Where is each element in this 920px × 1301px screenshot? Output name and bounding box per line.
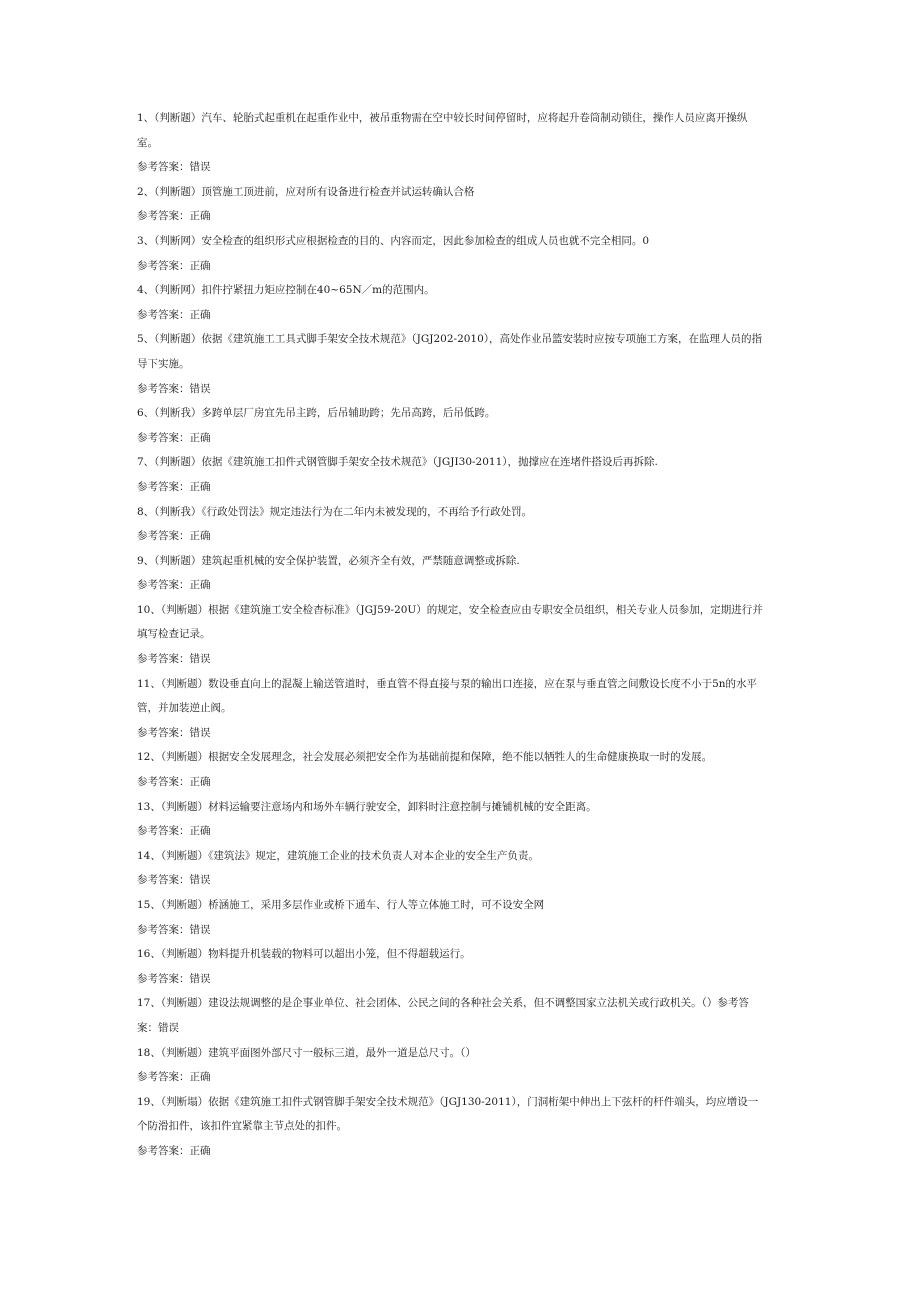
- question-text-line: 个防滑扣件，该扣件宜紧靠主节点处的扣件。: [137, 1120, 347, 1133]
- question-text-line: 7、（判断题）依据《建筑施工扣件式钢管脚手架安全技术规范》（JGJI30-2011），抛撑应在连堵件搭设后再拆除.: [137, 456, 658, 469]
- question-text-line: 3、（判断网）安全检查的组织形式应根据检查的目的、内容而定，因此参加检查的组成人员也就不完全相同。0: [137, 234, 650, 247]
- answer-line: 参考答案：错误: [137, 382, 211, 395]
- question-item: [137, 229, 787, 278]
- question-item: [137, 1041, 787, 1090]
- answer-line: 参考答案：正确: [137, 825, 211, 838]
- answer-line: 参考答案：正确: [137, 1144, 211, 1157]
- question-text-line: 11、（判断题）数设垂直向上的混凝上输送管道时，垂直管不得直接与泵的输出口连接，应在泵与垂直管之间敷设长度不小于5n的水平: [137, 677, 758, 690]
- question-text-line: 13、（判断题）材料运输要注意场内和场外车辆行驶安全，卸料时注意控制与摊铺机械的安全距离。: [137, 800, 597, 813]
- answer-line: 参考答案：正确: [137, 210, 211, 223]
- question-text-line: 9、（判断题）建筑起重机械的安全保护装置，必须齐全有效，严禁随意调整或拆除.: [137, 554, 520, 567]
- question-text-line: 管，并加装逆止阀。: [137, 702, 232, 715]
- answer-line: 参考答案：正确: [137, 1071, 211, 1084]
- document-body: [137, 106, 787, 1164]
- question-item: [137, 893, 787, 942]
- answer-line: 参考答案：正确: [137, 480, 211, 493]
- question-text-line: 19、（判断塌）依据《建筑施工扣件式钢管脚手架安全技术规范》（JGJ130-2011），门洞桁架中伸出上下弦杆的杆件端头，均应增设一: [137, 1095, 759, 1108]
- question-item: [137, 106, 787, 180]
- question-text-line: 6、（判断我）多跨单层厂房宜先吊主跨，后吊辅助跨；先吊高跨，后吊低跨。: [137, 407, 496, 420]
- question-item: [137, 401, 787, 450]
- question-text-line: 2、（判断题）顶管施工顶进前，应对所有设备进行检查并试运转确认合格: [137, 185, 475, 198]
- answer-line: 参考答案：正确: [137, 259, 211, 272]
- question-item: [137, 549, 787, 598]
- answer-line: 参考答案：正确: [137, 776, 211, 789]
- question-item: [137, 745, 787, 794]
- answer-line: 参考答案：正确: [137, 308, 211, 321]
- question-item: [137, 942, 787, 991]
- question-item: [137, 450, 787, 499]
- question-item: [137, 278, 787, 327]
- answer-line: 参考答案：正确: [137, 530, 211, 543]
- question-text-line: 室。: [137, 136, 158, 149]
- question-text-line: 16、（判断题）物料提升机装载的物料可以超出小笼，但不得超载运行。: [137, 948, 471, 961]
- question-text-line: 案：错误: [137, 1021, 179, 1034]
- answer-line: 参考答案：正确: [137, 431, 211, 444]
- answer-line: 参考答案：错误: [137, 972, 211, 985]
- question-item: [137, 500, 787, 549]
- question-text-line: 5、（判断题）依据《建筑施工工具式脚手架安全技术规范》（JGJ202-2010），高处作业吊篮安装时应按专项施工方案，在监理人员的指: [137, 333, 763, 346]
- answer-line: 参考答案：错误: [137, 161, 211, 174]
- question-item: [137, 598, 787, 672]
- answer-line: 参考答案：错误: [137, 653, 211, 666]
- question-item: [137, 1090, 787, 1164]
- answer-line: 参考答案：错误: [137, 726, 211, 739]
- question-text-line: 12、（判断题）根据安全发展理念，社会发展必须把安全作为基础前提和保障，绝不能以牺牲人的生命健康换取一时的发展。: [137, 751, 713, 764]
- question-item: [137, 327, 787, 401]
- answer-line: 参考答案：错误: [137, 874, 211, 887]
- question-item: [137, 672, 787, 746]
- question-text-line: 18、（判断题）建筑平面图外部尺寸一般标三道，最外一道是总尺寸。（）: [137, 1046, 476, 1059]
- question-text-line: 15、（判断题）桥涵施工，采用多层作业或桥下通车、行人等立体施工时，可不设安全网: [137, 899, 545, 911]
- question-text-line: 14、（判断题）《建筑法》规定，建筑施工企业的技术负责人对本企业的安全生产负责。: [137, 849, 539, 862]
- question-text-line: 4、（判断网）扣件拧紧扭力矩应控制在40~65N／m的范围内。: [137, 284, 435, 297]
- question-text-line: 导下实施。: [137, 357, 190, 370]
- question-text-line: 10、（判断题）根据《建筑施工安全检杳标准》（JGJ59-20U）的规定，安全检查应由专职安全员组织，相关专业人员参加，定期进行并: [137, 603, 763, 616]
- question-text-line: 填写检查记录。: [137, 628, 211, 641]
- question-item: [137, 795, 787, 844]
- question-text-line: 8、（判断我）《行政处罚法》规定违法行为在二年内未被发现的，不再给予行政处罚。: [137, 505, 533, 518]
- question-item: [137, 844, 787, 893]
- answer-line: 参考答案：正确: [137, 579, 211, 592]
- question-text-line: 17、（判断题）建设法规调整的是企事业单位、社会团体、公民之间的各种社会关系，但不调整国家立法机关或行政机关。（）参考答: [137, 997, 749, 1010]
- question-text-line: 1、（判断题）汽车、轮胎式起重机在起重作业中，被吊重物需在空中较长时间停留时，应将起升卷筒制动锁住，操作人员应离开操纵: [137, 112, 748, 124]
- answer-line: 参考答案：错误: [137, 923, 211, 936]
- question-item: [137, 991, 787, 1040]
- question-item: [137, 180, 787, 229]
